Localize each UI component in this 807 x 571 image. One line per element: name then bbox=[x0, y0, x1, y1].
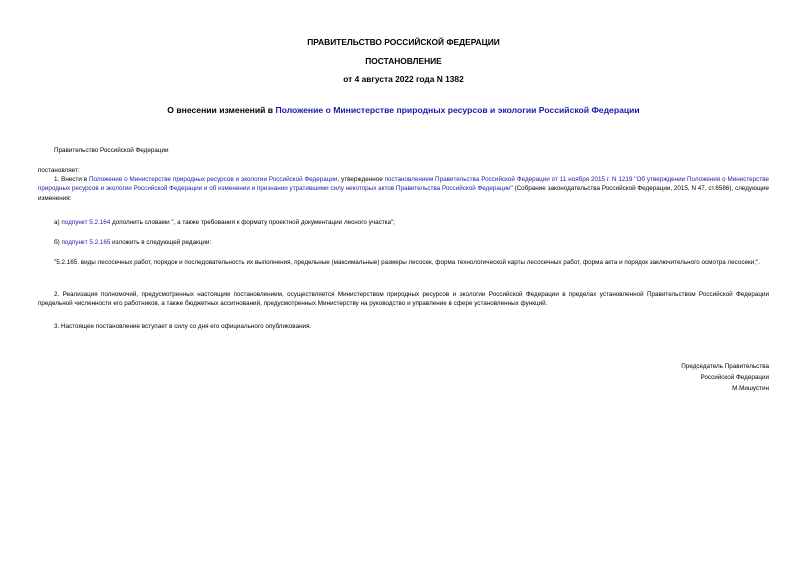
item-1-mid: , утвержденное bbox=[337, 176, 385, 183]
signature-org: Российской Федерации bbox=[700, 374, 769, 381]
item-a-paragraph bbox=[54, 218, 395, 227]
intro-text: Правительство Российской Федерации bbox=[54, 147, 169, 154]
document-title bbox=[0, 105, 807, 115]
signature-title: Председатель Правительства bbox=[681, 363, 769, 370]
item-3-paragraph: 3. Настоящее постановление вступает в силу со дня его официального опубликования. bbox=[54, 323, 312, 330]
title-link-regulation[interactable]: Положение о Министерстве природных ресурсов и экологии Российской Федерации bbox=[275, 105, 640, 115]
title-prefix: О внесении изменений в bbox=[167, 105, 276, 115]
item-a-subclause-link[interactable]: подпункт 5.2.164 bbox=[61, 219, 111, 226]
item-a-lead: а) bbox=[54, 219, 62, 226]
item-b-tail: изложить в следующей редакции: bbox=[110, 239, 212, 246]
item-b-subclause-link[interactable]: подпункт 5.2.165 bbox=[61, 239, 111, 246]
item-1-paragraph bbox=[38, 175, 769, 203]
item-1-tail: (Собрание законодательства Российской Федерации, 2015, N 47, ст.6586), следующие изменения: bbox=[38, 185, 769, 202]
government-heading: ПРАВИТЕЛЬСТВО РОССИЙСКОЙ ФЕДЕРАЦИИ bbox=[307, 37, 500, 47]
item-1-regulation-link[interactable]: Положение о Министерстве природных ресурсов и экологии Российской Федерации bbox=[88, 176, 338, 183]
decree-text: постановляет: bbox=[38, 167, 80, 174]
item-b-lead: б) bbox=[54, 239, 62, 246]
signature-name: М.Мишустин bbox=[732, 385, 769, 392]
item-1-decree-link[interactable]: постановлением Правительства Российской Федерации от 11 ноября 2015 г. N 1219 "Об утверждении Положения о Министерстве природных ресурсов и экологии Российской Федерации и об изменении и признании утратившими силу некоторых актов Правительства Российской Федерации" bbox=[38, 176, 769, 193]
date-number-heading: от 4 августа 2022 года N 1382 bbox=[343, 74, 464, 84]
document-type-heading: ПОСТАНОВЛЕНИЕ bbox=[365, 56, 442, 66]
quoted-subclause: "5.2.165. виды лесосечных работ, порядок и последовательность их выполнения, предельные (максимальные) размеры лесосек, форма технологической карты лесосечных работ, форма акта и порядок заключительного осмотра лесосеки;". bbox=[54, 259, 761, 266]
item-2-paragraph: 2. Реализация полномочий, предусмотренных настоящим постановлением, осуществляется Министерством природных ресурсов и экологии Российской Федерации в пределах установленной Правительством Российской Федерации предельной численности его работников, а также бюджетных ассигнований, предусмотренных Министерству на руководство и управление в сфере установленных функций. bbox=[38, 291, 769, 308]
item-1-lead: 1. Внести в bbox=[54, 176, 89, 183]
item-b-paragraph bbox=[54, 238, 211, 247]
item-a-tail: дополнить словами ", а также требования к формату проектной документации лесного участка"; bbox=[110, 219, 395, 226]
